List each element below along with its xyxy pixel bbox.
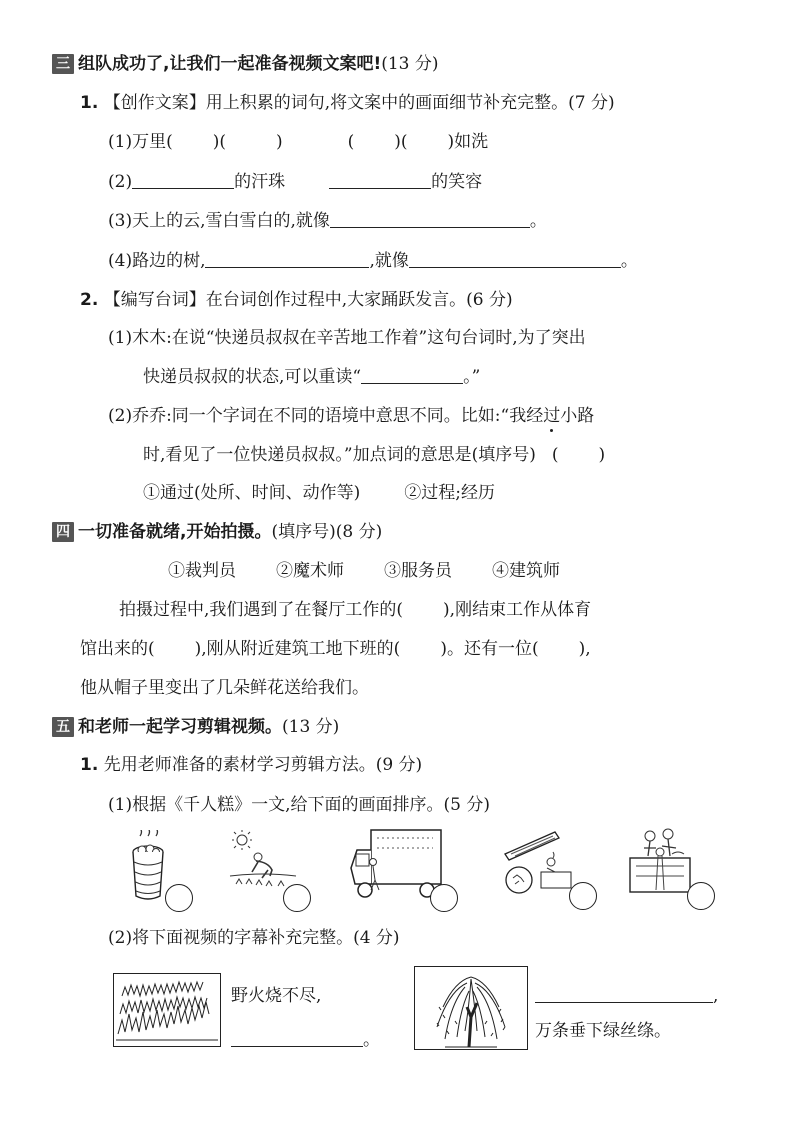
order-circle-3[interactable] (430, 884, 458, 912)
item2-part-c: 的笑容 (431, 172, 483, 192)
wildfire-grass-frame (113, 973, 221, 1047)
s4-line-1 (119, 598, 591, 622)
s4-line-3 (80, 676, 369, 700)
poem1-line1 (231, 984, 321, 1008)
section-4-score: (填序号)(8 分) (271, 522, 383, 542)
s4-line1-a: 拍摄过程中,我们遇到了在餐厅工作的( (119, 600, 404, 620)
s4-line3: 他从帽子里变出了几朵鲜花送给我们。 (80, 678, 369, 698)
poem1-end-mark: 。 (363, 1030, 380, 1050)
q1-title: 【创作文案】用上积累的词句,将文案中的画面细节补充完整。(7 分) (103, 93, 615, 113)
wild-grass-picture (114, 974, 220, 1046)
s5-q1a-text: (1)根据《千人糕》一文,给下面的画面排序。(5 分) (108, 795, 490, 815)
q2-part2-text-b: 时,看见了一位快递员叔叔。”加点词的意思是(填序号) (143, 445, 536, 465)
poem2-blank-line[interactable] (535, 984, 713, 1003)
q1-item-2 (108, 170, 482, 194)
item1-part-e: )( (394, 132, 408, 152)
order-circle-2[interactable] (283, 884, 311, 912)
s4-option-3: ③服务员 (384, 561, 452, 581)
section-3-heading (52, 52, 439, 76)
q1-item-1 (108, 130, 488, 154)
s5-q1b-row (108, 926, 400, 950)
item4-part-b: ,就像 (369, 251, 409, 271)
q2-part1-text-a: (1)木木:在说“快递员叔叔在辛苦地工作着”这句台词时,为了突出 (108, 328, 586, 348)
item2-part-a: (2) (108, 172, 133, 192)
s4-options-row (168, 559, 560, 583)
blank-line-9[interactable] (409, 249, 621, 268)
item4-part-c: 。 (620, 251, 638, 271)
poem1-line2 (231, 1028, 380, 1052)
order-circle-5[interactable] (687, 882, 715, 910)
poem1-first-line: 野火烧不尽, (231, 986, 322, 1006)
q2-part1-line1 (108, 326, 586, 350)
section-5-title: 和老师一起学习剪辑视频。 (78, 717, 282, 737)
s4-line-2 (80, 637, 591, 661)
order-circle-4[interactable] (569, 882, 597, 910)
s5-q1a-row (108, 793, 490, 817)
q1-item-3 (108, 209, 547, 233)
s4-option-1: ①裁判员 (168, 561, 236, 581)
item1-part-d: ( (347, 132, 355, 152)
poem1-blank-line[interactable] (231, 1028, 363, 1047)
q2-part1-line2 (143, 365, 480, 389)
q2-part2-line2 (143, 443, 605, 467)
q1-title-row (80, 91, 615, 115)
s5-q1b-text: (2)将下面视频的字幕补充完整。(4 分) (108, 928, 400, 948)
q2-part2-line1 (108, 404, 594, 428)
s5-q1-number: 1. (80, 755, 99, 775)
s5-q1-row (80, 753, 422, 777)
s4-line2-a: 馆出来的( (80, 639, 155, 659)
section-3-title: 组队成功了,让我们一起准备视频文案吧! (78, 54, 382, 74)
section-3-badge: 三 (52, 54, 74, 74)
blank-line-5[interactable] (132, 170, 234, 189)
item3-part-a: (3)天上的云,雪白雪白的,就像 (108, 211, 330, 231)
item1-part-c: ) (275, 132, 283, 152)
blank-line-10[interactable] (361, 365, 463, 384)
section-4-badge: 四 (52, 522, 74, 542)
section-5-badge: 五 (52, 717, 74, 737)
item1-part-f: )如洗 (447, 132, 489, 152)
order-circle-1[interactable] (165, 884, 193, 912)
item2-part-b: 的汗珠 (234, 172, 286, 192)
q2-options-row (143, 481, 495, 505)
willow-tree-frame (414, 966, 528, 1050)
answer-paren-left: ( (551, 445, 559, 465)
poem2-second-line: 万条垂下绿丝绦。 (535, 1021, 671, 1041)
q2-part2-text-rest: 小路 (560, 406, 595, 426)
blank-line-7[interactable] (330, 209, 530, 228)
option-1: ①通过(处所、时间、动作等) (143, 483, 361, 503)
q1-number: 1. (80, 93, 99, 113)
section-5-heading (52, 715, 339, 739)
q2-part1-text-b: 快递员叔叔的状态,可以重读“ (143, 367, 362, 387)
pastry-chef-picture (495, 828, 581, 898)
s4-option-4: ④建筑师 (492, 561, 560, 581)
s4-line2-c: )。还有一位( (440, 639, 539, 659)
q2-title: 【编写台词】在台词创作过程中,大家踊跃发言。(6 分) (103, 290, 513, 310)
s4-line1-b: ),刚结束工作从体育 (443, 600, 592, 620)
item4-part-a: (4)路边的树, (108, 251, 206, 271)
s4-line2-d: ), (578, 639, 591, 659)
item3-part-b: 。 (529, 211, 547, 231)
item1-part-a: (1)万里( (108, 132, 173, 152)
s5-q1-title: 先用老师准备的素材学习剪辑方法。(9 分) (103, 755, 423, 775)
q2-number: 2. (80, 290, 99, 310)
section-4-title: 一切准备就绪,开始拍摄。 (78, 522, 272, 542)
item1-part-b: )( (212, 132, 226, 152)
section-5-score: (13 分) (282, 717, 340, 737)
delivery-truck-picture (347, 828, 443, 902)
poem2-line1 (535, 984, 718, 1008)
q2-part1-text-c: 。” (463, 367, 481, 387)
willow-tree-picture (415, 967, 527, 1049)
steamed-cake-basket-picture (128, 830, 168, 902)
q2-part2-text-a: (2)乔乔:同一个字词在不同的语境中意思不同。比如:“我经 (108, 406, 544, 426)
blank-line-6[interactable] (329, 170, 431, 189)
q2-title-row (80, 288, 513, 312)
section-4-heading (52, 520, 382, 544)
option-2: ②过程;经历 (404, 483, 495, 503)
poem2-line2 (535, 1019, 671, 1043)
q1-item-4 (108, 249, 638, 273)
blank-line-8[interactable] (205, 249, 369, 268)
s4-option-2: ②魔术师 (276, 561, 344, 581)
poem2-comma: , (713, 986, 719, 1006)
s4-line2-b: ),刚从附近建筑工地下班的( (194, 639, 401, 659)
dotted-word: 过 (543, 406, 561, 426)
answer-paren-right: ) (598, 445, 606, 465)
family-shopping-picture (628, 826, 692, 900)
section-3-score: (13 分) (381, 54, 439, 74)
